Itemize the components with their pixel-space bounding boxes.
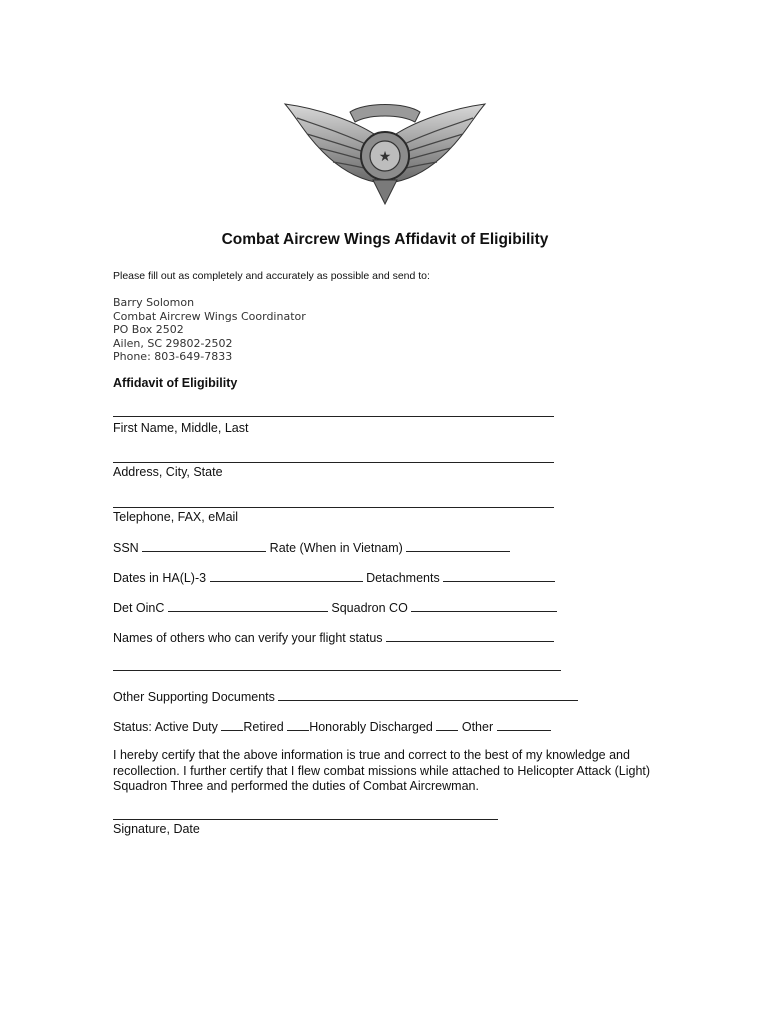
oinc-row bbox=[113, 599, 557, 615]
verifiers-label: Names of others who can verify your flight status bbox=[113, 631, 383, 645]
signature-line[interactable] bbox=[113, 819, 498, 820]
rate-field[interactable] bbox=[406, 539, 510, 552]
squadron-co-label: Squadron CO bbox=[331, 601, 408, 615]
address-line[interactable] bbox=[113, 462, 554, 463]
dates-label: Dates in HA(L)-3 bbox=[113, 571, 207, 585]
status-label: Status: Active Duty bbox=[113, 720, 218, 734]
name-line[interactable] bbox=[113, 416, 554, 417]
verifiers-row bbox=[113, 629, 554, 645]
dates-row bbox=[113, 569, 555, 585]
page-title: Combat Aircrew Wings Affidavit of Eligibility bbox=[221, 231, 549, 248]
contact-label: Telephone, FAX, eMail bbox=[113, 510, 239, 524]
ssn-rate-row bbox=[113, 539, 510, 555]
section-heading: Affidavit of Eligibility bbox=[113, 376, 238, 390]
city-state-zip: Ailen, SC 29802-2502 bbox=[113, 336, 233, 350]
mailing-address bbox=[113, 296, 306, 364]
other-field[interactable] bbox=[497, 718, 551, 731]
contact-line[interactable] bbox=[113, 507, 554, 508]
det-oinc-label: Det OinC bbox=[113, 601, 165, 615]
intro-text: Please fill out as completely and accurately as possible and send to: bbox=[113, 270, 430, 282]
coordinator-name: Barry Solomon bbox=[113, 296, 195, 309]
ssn-label: SSN bbox=[113, 541, 139, 555]
active-duty-field[interactable] bbox=[221, 718, 243, 731]
det-oinc-field[interactable] bbox=[168, 599, 328, 612]
phone: Phone: 803-649-7833 bbox=[113, 350, 233, 363]
certification-text: I hereby certify that the above information is true and correct to the best of my knowledge and recollection. I further certify that I flew combat missions while attached to Helicopter Attack (Light) Squadron Three and performed the duties of Combat Aircrewman. bbox=[113, 748, 651, 793]
wings-emblem bbox=[275, 90, 495, 208]
coordinator-role: Combat Aircrew Wings Coordinator bbox=[113, 309, 306, 323]
signature-label: Signature, Date bbox=[113, 822, 200, 836]
address-label: Address, City, State bbox=[113, 465, 223, 479]
svg-text:★: ★ bbox=[378, 149, 392, 165]
supporting-docs-row bbox=[113, 688, 578, 704]
rate-label: Rate (When in Vietnam) bbox=[269, 541, 403, 555]
ssn-field[interactable] bbox=[142, 539, 266, 552]
name-label: First Name, Middle, Last bbox=[113, 421, 249, 435]
detachments-field[interactable] bbox=[443, 569, 555, 582]
supporting-docs-label: Other Supporting Documents bbox=[113, 690, 275, 704]
retired-label: Retired bbox=[243, 720, 284, 734]
verifiers-field[interactable] bbox=[386, 629, 554, 642]
verifiers-extra-line[interactable] bbox=[113, 670, 561, 671]
dates-field[interactable] bbox=[210, 569, 363, 582]
retired-field[interactable] bbox=[287, 718, 309, 731]
honorable-label: Honorably Discharged bbox=[309, 720, 433, 734]
supporting-docs-field[interactable] bbox=[278, 688, 578, 701]
status-row bbox=[113, 718, 551, 734]
po-box: PO Box 2502 bbox=[113, 323, 184, 336]
honorable-field[interactable] bbox=[436, 718, 458, 731]
detachments-label: Detachments bbox=[366, 571, 440, 585]
squadron-co-field[interactable] bbox=[411, 599, 557, 612]
other-label: Other bbox=[461, 720, 494, 734]
